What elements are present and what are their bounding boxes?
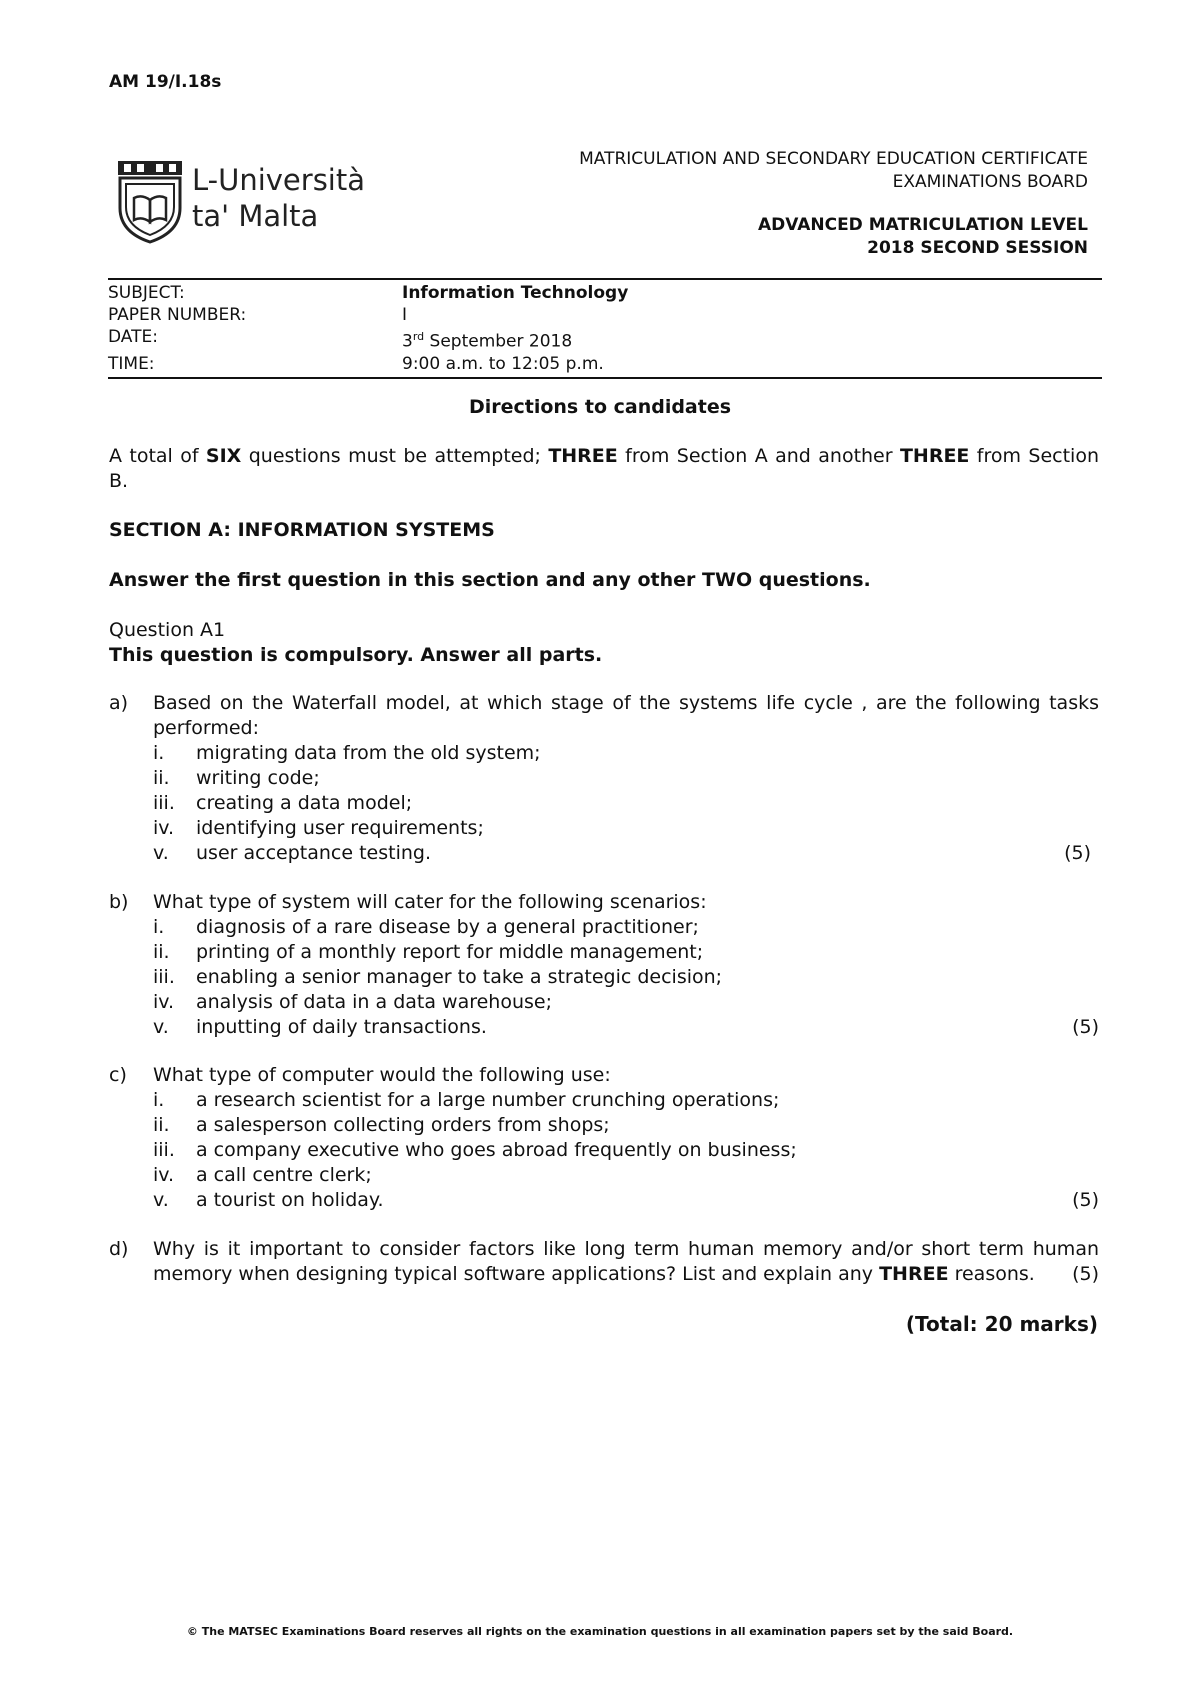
level-line1: ADVANCED MATRICULATION LEVEL <box>757 215 1088 235</box>
paper-label: PAPER NUMBER: <box>108 305 247 325</box>
question-note: This question is compulsory. Answer all parts. <box>109 644 603 666</box>
item-text: writing code; <box>196 767 320 789</box>
item-text: a call centre clerk; <box>196 1164 372 1186</box>
list-item <box>109 841 1099 866</box>
university-name-line1: L-Università <box>192 163 366 197</box>
item-text: analysis of data in a data warehouse; <box>196 991 552 1013</box>
item-number: ii. <box>153 767 170 789</box>
part-letter: c) <box>109 1064 127 1086</box>
stem-text: reasons. <box>948 1263 1035 1285</box>
time-label: TIME: <box>108 353 155 374</box>
item-text: identifying user requirements; <box>196 817 484 839</box>
part-stem: What type of computer would the following use: <box>153 1064 611 1086</box>
item-text: inputting of daily transactions. <box>196 1016 487 1038</box>
exam-info-table <box>108 278 1102 379</box>
directions-text-part: questions must be attempted; <box>241 445 549 467</box>
part-letter: b) <box>109 891 129 913</box>
item-number: iv. <box>153 1164 175 1186</box>
directions-text-part: from Section A and another <box>617 445 900 467</box>
part-marks: (5) <box>1072 1189 1099 1211</box>
item-number: v. <box>153 842 169 864</box>
list-item <box>109 791 1099 816</box>
subject-label: SUBJECT: <box>108 283 185 303</box>
part-letter: d) <box>109 1238 129 1260</box>
part-stem: What type of system will cater for the following scenarios: <box>153 891 707 913</box>
part-stem: Based on the Waterfall model, at which stage of the systems life cycle , are the following tasks performed: <box>153 692 1099 739</box>
item-number: iii. <box>153 1139 175 1161</box>
item-number: ii. <box>153 1114 170 1136</box>
item-number: iv. <box>153 991 175 1013</box>
question-part-d <box>109 1237 1099 1287</box>
info-row-subject <box>108 282 1102 304</box>
exam-board <box>579 148 1088 194</box>
exam-level <box>758 214 1088 260</box>
directions-text-part: from Section B. <box>109 445 1099 492</box>
item-text: user acceptance testing. <box>196 842 431 864</box>
section-title: SECTION A: INFORMATION SYSTEMS <box>109 519 495 541</box>
directions-three-b: THREE <box>899 445 970 467</box>
list-item <box>109 990 1099 1015</box>
date-suffix: rd <box>412 330 425 343</box>
directions-three-a: THREE <box>548 445 618 467</box>
subject-value: Information Technology <box>402 283 629 303</box>
item-number: ii. <box>153 941 170 963</box>
item-number: iii. <box>153 966 175 988</box>
item-text: a research scientist for a large number crunching operations; <box>196 1089 780 1111</box>
item-text: creating a data model; <box>196 792 413 814</box>
list-item <box>109 1088 1099 1113</box>
university-name <box>192 162 365 234</box>
item-number: i. <box>153 916 165 938</box>
list-item <box>109 1138 1099 1163</box>
level-line2: 2018 SECOND SESSION <box>867 238 1088 258</box>
info-row-date <box>108 326 1102 353</box>
copyright-footer: © The MATSEC Examinations Board reserves all rights on the examination questions in all examination papers set by the said Board. <box>186 1625 1014 1638</box>
list-item <box>109 816 1099 841</box>
section-instruction: Answer the first question in this section and any other TWO questions. <box>109 569 871 591</box>
question-part-a <box>109 691 1099 866</box>
directions-text <box>109 444 1099 494</box>
part-marks: (5) <box>1072 1263 1099 1285</box>
paper-code: AM 19/I.18s <box>109 72 222 92</box>
part-marks: (5) <box>1072 1016 1099 1038</box>
item-text: a tourist on holiday. <box>196 1189 384 1211</box>
directions-title: Directions to candidates <box>468 396 732 418</box>
list-item <box>109 1163 1099 1188</box>
date-month-year: September 2018 <box>424 331 573 352</box>
question-part-b <box>109 890 1099 1040</box>
directions-six: SIX <box>205 445 242 467</box>
item-text: a salesperson collecting orders from shops; <box>196 1114 610 1136</box>
item-text: a company executive who goes abroad frequently on business; <box>196 1139 797 1161</box>
date-value <box>402 326 572 353</box>
time-value: 9:00 a.m. to 12:05 p.m. <box>402 353 604 374</box>
part-items <box>109 915 1099 1040</box>
university-name-line2: ta' Malta <box>192 199 319 233</box>
board-line2: EXAMINATIONS BOARD <box>892 172 1088 192</box>
paper-value: I <box>402 305 408 325</box>
item-number: iv. <box>153 817 175 839</box>
part-letter: a) <box>109 692 129 714</box>
list-item <box>109 741 1099 766</box>
question-part-c <box>109 1063 1099 1213</box>
stem-three: THREE <box>879 1263 949 1285</box>
part-stem <box>153 1237 1099 1287</box>
directions-text-part: A total of <box>109 445 206 467</box>
board-line1: MATRICULATION AND SECONDARY EDUCATION CERTIFICATE <box>579 149 1088 169</box>
list-item <box>109 1188 1099 1213</box>
item-number: i. <box>153 1089 165 1111</box>
item-text: diagnosis of a rare disease by a general practitioner; <box>196 916 699 938</box>
stem-text: Why is it important to consider factors like long term human memory and/or short term human memory when designing typical software applications? List and explain any <box>153 1238 1099 1285</box>
part-marks: (5) <box>1064 842 1091 864</box>
part-items <box>109 741 1099 866</box>
list-item <box>109 1015 1099 1040</box>
item-text: migrating data from the old system; <box>196 742 541 764</box>
item-number: v. <box>153 1189 169 1211</box>
list-item <box>109 940 1099 965</box>
total-marks: (Total: 20 marks) <box>905 1312 1098 1336</box>
item-number: i. <box>153 742 165 764</box>
list-item <box>109 965 1099 990</box>
item-text: enabling a senior manager to take a strategic decision; <box>196 966 723 988</box>
question-title: Question A1 <box>109 619 226 641</box>
item-number: iii. <box>153 792 175 814</box>
info-row-paper <box>108 304 1102 326</box>
info-row-time <box>108 353 1102 375</box>
date-day: 3 <box>402 331 413 352</box>
list-item <box>109 766 1099 791</box>
item-text: printing of a monthly report for middle management; <box>196 941 704 963</box>
list-item <box>109 1113 1099 1138</box>
part-items <box>109 1088 1099 1213</box>
university-crest-logo <box>110 156 190 246</box>
item-number: v. <box>153 1016 169 1038</box>
list-item <box>109 915 1099 940</box>
date-label: DATE: <box>108 327 158 347</box>
